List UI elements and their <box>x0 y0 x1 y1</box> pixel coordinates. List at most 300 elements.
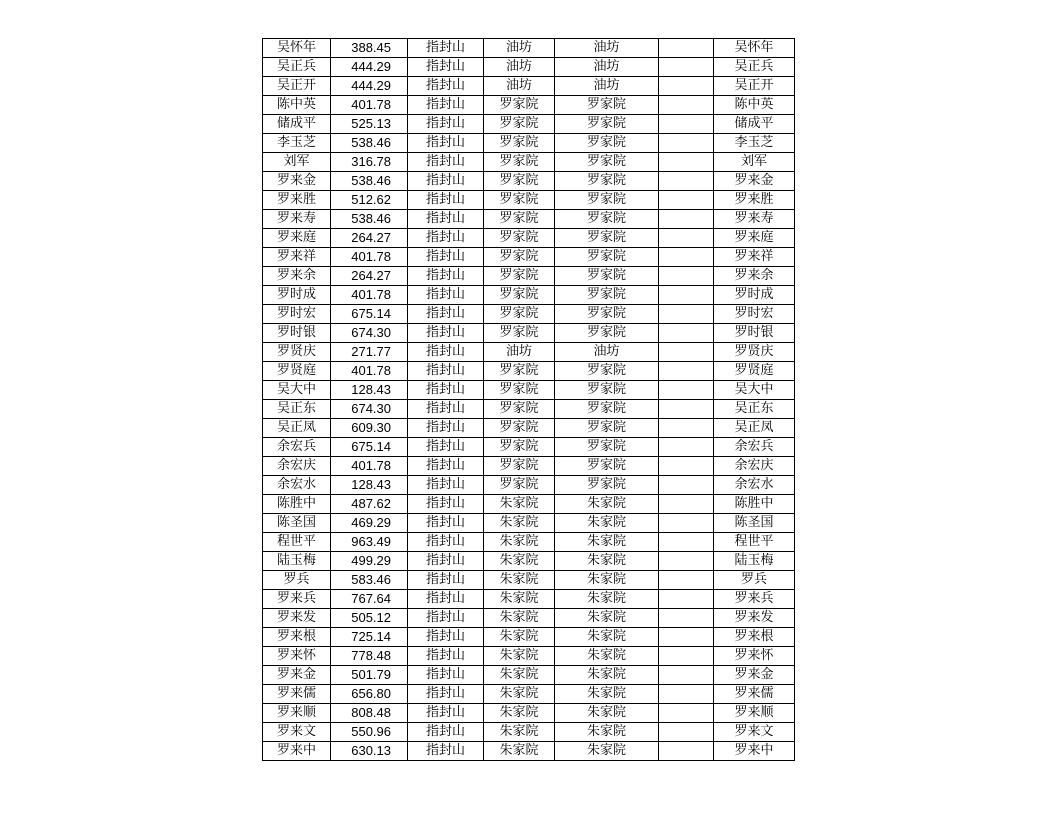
owner-cell: 罗来寿 <box>714 210 795 229</box>
name-cell: 罗来胜 <box>263 191 331 210</box>
name-cell: 罗时宏 <box>263 305 331 324</box>
area-cell: 609.30 <box>331 419 408 438</box>
owner-cell: 罗来祥 <box>714 248 795 267</box>
name-cell: 罗来金 <box>263 666 331 685</box>
group-cell: 罗家院 <box>555 324 659 343</box>
name-cell: 罗来儒 <box>263 685 331 704</box>
area-cell: 444.29 <box>331 77 408 96</box>
owner-cell: 陈中英 <box>714 96 795 115</box>
group-cell: 朱家院 <box>555 495 659 514</box>
group-cell: 朱家院 <box>555 571 659 590</box>
town-cell: 指封山 <box>408 419 484 438</box>
name-cell: 余宏水 <box>263 476 331 495</box>
name-cell: 罗来中 <box>263 742 331 761</box>
name-cell: 罗来庭 <box>263 229 331 248</box>
name-cell: 吴正兵 <box>263 58 331 77</box>
blank-cell <box>659 248 714 267</box>
area-cell: 401.78 <box>331 362 408 381</box>
name-cell: 罗来怀 <box>263 647 331 666</box>
village-cell: 罗家院 <box>484 210 555 229</box>
town-cell: 指封山 <box>408 533 484 552</box>
name-cell: 罗来发 <box>263 609 331 628</box>
blank-cell <box>659 628 714 647</box>
owner-cell: 罗来胜 <box>714 191 795 210</box>
records-table-body <box>263 39 795 761</box>
area-cell: 778.48 <box>331 647 408 666</box>
table-row <box>263 704 795 723</box>
blank-cell <box>659 571 714 590</box>
owner-cell: 余宏兵 <box>714 438 795 457</box>
name-cell: 罗时成 <box>263 286 331 305</box>
table-row <box>263 229 795 248</box>
village-cell: 朱家院 <box>484 552 555 571</box>
village-cell: 罗家院 <box>484 419 555 438</box>
name-cell: 余宏庆 <box>263 457 331 476</box>
village-cell: 油坊 <box>484 343 555 362</box>
owner-cell: 罗来顺 <box>714 704 795 723</box>
name-cell: 刘军 <box>263 153 331 172</box>
table-row <box>263 590 795 609</box>
village-cell: 罗家院 <box>484 457 555 476</box>
group-cell: 油坊 <box>555 343 659 362</box>
area-cell: 512.62 <box>331 191 408 210</box>
village-cell: 罗家院 <box>484 267 555 286</box>
village-cell: 罗家院 <box>484 438 555 457</box>
owner-cell: 余宏庆 <box>714 457 795 476</box>
village-cell: 朱家院 <box>484 742 555 761</box>
table-row <box>263 248 795 267</box>
town-cell: 指封山 <box>408 305 484 324</box>
table-row <box>263 419 795 438</box>
owner-cell: 陆玉梅 <box>714 552 795 571</box>
village-cell: 油坊 <box>484 39 555 58</box>
name-cell: 罗贤庆 <box>263 343 331 362</box>
town-cell: 指封山 <box>408 514 484 533</box>
table-row <box>263 153 795 172</box>
owner-cell: 罗时银 <box>714 324 795 343</box>
blank-cell <box>659 514 714 533</box>
blank-cell <box>659 400 714 419</box>
area-cell: 675.14 <box>331 438 408 457</box>
village-cell: 油坊 <box>484 58 555 77</box>
table-row <box>263 305 795 324</box>
owner-cell: 程世平 <box>714 533 795 552</box>
owner-cell: 罗来庭 <box>714 229 795 248</box>
blank-cell <box>659 267 714 286</box>
blank-cell <box>659 590 714 609</box>
area-cell: 487.62 <box>331 495 408 514</box>
blank-cell <box>659 533 714 552</box>
town-cell: 指封山 <box>408 210 484 229</box>
name-cell: 陈圣国 <box>263 514 331 533</box>
owner-cell: 吴正凤 <box>714 419 795 438</box>
owner-cell: 吴正兵 <box>714 58 795 77</box>
owner-cell: 吴怀年 <box>714 39 795 58</box>
blank-cell <box>659 96 714 115</box>
table-row <box>263 381 795 400</box>
table-row <box>263 39 795 58</box>
area-cell: 401.78 <box>331 248 408 267</box>
town-cell: 指封山 <box>408 96 484 115</box>
group-cell: 罗家院 <box>555 476 659 495</box>
blank-cell <box>659 381 714 400</box>
blank-cell <box>659 552 714 571</box>
table-row <box>263 191 795 210</box>
table-row <box>263 210 795 229</box>
village-cell: 罗家院 <box>484 248 555 267</box>
group-cell: 朱家院 <box>555 552 659 571</box>
town-cell: 指封山 <box>408 457 484 476</box>
blank-cell <box>659 457 714 476</box>
group-cell: 罗家院 <box>555 210 659 229</box>
group-cell: 朱家院 <box>555 514 659 533</box>
name-cell: 吴正开 <box>263 77 331 96</box>
table-row <box>263 609 795 628</box>
blank-cell <box>659 191 714 210</box>
owner-cell: 罗兵 <box>714 571 795 590</box>
group-cell: 罗家院 <box>555 438 659 457</box>
group-cell: 朱家院 <box>555 704 659 723</box>
town-cell: 指封山 <box>408 115 484 134</box>
name-cell: 罗来寿 <box>263 210 331 229</box>
area-cell: 583.46 <box>331 571 408 590</box>
group-cell: 罗家院 <box>555 419 659 438</box>
area-cell: 444.29 <box>331 58 408 77</box>
group-cell: 朱家院 <box>555 723 659 742</box>
town-cell: 指封山 <box>408 229 484 248</box>
group-cell: 罗家院 <box>555 191 659 210</box>
group-cell: 油坊 <box>555 58 659 77</box>
village-cell: 罗家院 <box>484 305 555 324</box>
area-cell: 656.80 <box>331 685 408 704</box>
group-cell: 朱家院 <box>555 666 659 685</box>
owner-cell: 罗来怀 <box>714 647 795 666</box>
area-cell: 675.14 <box>331 305 408 324</box>
group-cell: 油坊 <box>555 77 659 96</box>
blank-cell <box>659 115 714 134</box>
table-row <box>263 77 795 96</box>
town-cell: 指封山 <box>408 267 484 286</box>
owner-cell: 罗来发 <box>714 609 795 628</box>
area-cell: 499.29 <box>331 552 408 571</box>
village-cell: 罗家院 <box>484 381 555 400</box>
blank-cell <box>659 704 714 723</box>
group-cell: 罗家院 <box>555 96 659 115</box>
group-cell: 罗家院 <box>555 362 659 381</box>
name-cell: 程世平 <box>263 533 331 552</box>
town-cell: 指封山 <box>408 571 484 590</box>
area-cell: 271.77 <box>331 343 408 362</box>
table-row <box>263 742 795 761</box>
town-cell: 指封山 <box>408 552 484 571</box>
table-row <box>263 362 795 381</box>
village-cell: 朱家院 <box>484 723 555 742</box>
blank-cell <box>659 153 714 172</box>
group-cell: 罗家院 <box>555 381 659 400</box>
table-row <box>263 571 795 590</box>
area-cell: 538.46 <box>331 134 408 153</box>
name-cell: 罗来文 <box>263 723 331 742</box>
name-cell: 陈胜中 <box>263 495 331 514</box>
group-cell: 罗家院 <box>555 229 659 248</box>
town-cell: 指封山 <box>408 628 484 647</box>
blank-cell <box>659 229 714 248</box>
table-row <box>263 286 795 305</box>
blank-cell <box>659 39 714 58</box>
group-cell: 罗家院 <box>555 286 659 305</box>
area-cell: 630.13 <box>331 742 408 761</box>
area-cell: 525.13 <box>331 115 408 134</box>
owner-cell: 吴正东 <box>714 400 795 419</box>
town-cell: 指封山 <box>408 343 484 362</box>
group-cell: 朱家院 <box>555 609 659 628</box>
name-cell: 吴正东 <box>263 400 331 419</box>
village-cell: 罗家院 <box>484 191 555 210</box>
town-cell: 指封山 <box>408 172 484 191</box>
table-row <box>263 647 795 666</box>
group-cell: 油坊 <box>555 39 659 58</box>
table-row <box>263 685 795 704</box>
village-cell: 朱家院 <box>484 666 555 685</box>
area-cell: 388.45 <box>331 39 408 58</box>
owner-cell: 罗贤庭 <box>714 362 795 381</box>
blank-cell <box>659 172 714 191</box>
blank-cell <box>659 685 714 704</box>
area-cell: 538.46 <box>331 210 408 229</box>
blank-cell <box>659 609 714 628</box>
blank-cell <box>659 286 714 305</box>
owner-cell: 罗来文 <box>714 723 795 742</box>
owner-cell: 罗来余 <box>714 267 795 286</box>
village-cell: 朱家院 <box>484 609 555 628</box>
area-cell: 469.29 <box>331 514 408 533</box>
village-cell: 罗家院 <box>484 476 555 495</box>
town-cell: 指封山 <box>408 742 484 761</box>
village-cell: 罗家院 <box>484 229 555 248</box>
town-cell: 指封山 <box>408 191 484 210</box>
data-sheet <box>262 38 795 761</box>
group-cell: 罗家院 <box>555 248 659 267</box>
name-cell: 吴怀年 <box>263 39 331 58</box>
table-row <box>263 115 795 134</box>
table-row <box>263 400 795 419</box>
name-cell: 余宏兵 <box>263 438 331 457</box>
table-row <box>263 172 795 191</box>
area-cell: 725.14 <box>331 628 408 647</box>
town-cell: 指封山 <box>408 723 484 742</box>
owner-cell: 余宏水 <box>714 476 795 495</box>
table-row <box>263 666 795 685</box>
area-cell: 538.46 <box>331 172 408 191</box>
table-row <box>263 495 795 514</box>
area-cell: 128.43 <box>331 381 408 400</box>
table-row <box>263 58 795 77</box>
town-cell: 指封山 <box>408 590 484 609</box>
name-cell: 陆玉梅 <box>263 552 331 571</box>
table-row <box>263 343 795 362</box>
table-row <box>263 514 795 533</box>
blank-cell <box>659 305 714 324</box>
table-row <box>263 438 795 457</box>
area-cell: 963.49 <box>331 533 408 552</box>
table-row <box>263 457 795 476</box>
name-cell: 罗时银 <box>263 324 331 343</box>
town-cell: 指封山 <box>408 704 484 723</box>
owner-cell: 罗来金 <box>714 172 795 191</box>
area-cell: 401.78 <box>331 457 408 476</box>
village-cell: 罗家院 <box>484 400 555 419</box>
owner-cell: 罗来儒 <box>714 685 795 704</box>
town-cell: 指封山 <box>408 58 484 77</box>
area-cell: 674.30 <box>331 400 408 419</box>
name-cell: 罗来兵 <box>263 590 331 609</box>
table-row <box>263 533 795 552</box>
owner-cell: 罗来中 <box>714 742 795 761</box>
table-row <box>263 324 795 343</box>
area-cell: 767.64 <box>331 590 408 609</box>
name-cell: 罗来根 <box>263 628 331 647</box>
town-cell: 指封山 <box>408 609 484 628</box>
village-cell: 罗家院 <box>484 286 555 305</box>
town-cell: 指封山 <box>408 647 484 666</box>
group-cell: 朱家院 <box>555 685 659 704</box>
blank-cell <box>659 647 714 666</box>
town-cell: 指封山 <box>408 400 484 419</box>
owner-cell: 储成平 <box>714 115 795 134</box>
table-row <box>263 134 795 153</box>
group-cell: 罗家院 <box>555 400 659 419</box>
blank-cell <box>659 723 714 742</box>
table-row <box>263 552 795 571</box>
name-cell: 罗兵 <box>263 571 331 590</box>
name-cell: 罗来余 <box>263 267 331 286</box>
village-cell: 朱家院 <box>484 571 555 590</box>
area-cell: 505.12 <box>331 609 408 628</box>
area-cell: 550.96 <box>331 723 408 742</box>
name-cell: 陈中英 <box>263 96 331 115</box>
group-cell: 罗家院 <box>555 172 659 191</box>
village-cell: 罗家院 <box>484 134 555 153</box>
village-cell: 罗家院 <box>484 153 555 172</box>
area-cell: 808.48 <box>331 704 408 723</box>
owner-cell: 陈胜中 <box>714 495 795 514</box>
group-cell: 罗家院 <box>555 134 659 153</box>
owner-cell: 陈圣国 <box>714 514 795 533</box>
table-row <box>263 96 795 115</box>
blank-cell <box>659 58 714 77</box>
records-table <box>262 38 795 761</box>
blank-cell <box>659 134 714 153</box>
name-cell: 罗来祥 <box>263 248 331 267</box>
blank-cell <box>659 419 714 438</box>
table-row <box>263 723 795 742</box>
blank-cell <box>659 495 714 514</box>
table-row <box>263 267 795 286</box>
owner-cell: 罗时宏 <box>714 305 795 324</box>
owner-cell: 吴正开 <box>714 77 795 96</box>
town-cell: 指封山 <box>408 666 484 685</box>
owner-cell: 李玉芝 <box>714 134 795 153</box>
town-cell: 指封山 <box>408 381 484 400</box>
blank-cell <box>659 476 714 495</box>
group-cell: 朱家院 <box>555 628 659 647</box>
group-cell: 朱家院 <box>555 590 659 609</box>
area-cell: 401.78 <box>331 96 408 115</box>
village-cell: 罗家院 <box>484 362 555 381</box>
name-cell: 罗来顺 <box>263 704 331 723</box>
town-cell: 指封山 <box>408 248 484 267</box>
owner-cell: 刘军 <box>714 153 795 172</box>
group-cell: 罗家院 <box>555 115 659 134</box>
village-cell: 罗家院 <box>484 172 555 191</box>
table-row <box>263 628 795 647</box>
area-cell: 316.78 <box>331 153 408 172</box>
town-cell: 指封山 <box>408 362 484 381</box>
blank-cell <box>659 210 714 229</box>
group-cell: 罗家院 <box>555 457 659 476</box>
owner-cell: 吴大中 <box>714 381 795 400</box>
town-cell: 指封山 <box>408 495 484 514</box>
area-cell: 674.30 <box>331 324 408 343</box>
owner-cell: 罗时成 <box>714 286 795 305</box>
owner-cell: 罗来金 <box>714 666 795 685</box>
village-cell: 罗家院 <box>484 96 555 115</box>
blank-cell <box>659 362 714 381</box>
village-cell: 朱家院 <box>484 514 555 533</box>
area-cell: 401.78 <box>331 286 408 305</box>
group-cell: 罗家院 <box>555 305 659 324</box>
area-cell: 128.43 <box>331 476 408 495</box>
name-cell: 吴正凤 <box>263 419 331 438</box>
name-cell: 储成平 <box>263 115 331 134</box>
name-cell: 罗来金 <box>263 172 331 191</box>
town-cell: 指封山 <box>408 77 484 96</box>
name-cell: 吴大中 <box>263 381 331 400</box>
town-cell: 指封山 <box>408 39 484 58</box>
town-cell: 指封山 <box>408 286 484 305</box>
owner-cell: 罗来根 <box>714 628 795 647</box>
group-cell: 朱家院 <box>555 647 659 666</box>
blank-cell <box>659 324 714 343</box>
village-cell: 朱家院 <box>484 628 555 647</box>
blank-cell <box>659 77 714 96</box>
area-cell: 264.27 <box>331 267 408 286</box>
village-cell: 朱家院 <box>484 495 555 514</box>
blank-cell <box>659 666 714 685</box>
area-cell: 264.27 <box>331 229 408 248</box>
village-cell: 朱家院 <box>484 704 555 723</box>
village-cell: 罗家院 <box>484 115 555 134</box>
village-cell: 朱家院 <box>484 647 555 666</box>
town-cell: 指封山 <box>408 324 484 343</box>
group-cell: 罗家院 <box>555 153 659 172</box>
town-cell: 指封山 <box>408 438 484 457</box>
owner-cell: 罗贤庆 <box>714 343 795 362</box>
blank-cell <box>659 742 714 761</box>
village-cell: 罗家院 <box>484 324 555 343</box>
group-cell: 罗家院 <box>555 267 659 286</box>
blank-cell <box>659 438 714 457</box>
group-cell: 朱家院 <box>555 742 659 761</box>
group-cell: 朱家院 <box>555 533 659 552</box>
town-cell: 指封山 <box>408 685 484 704</box>
blank-cell <box>659 343 714 362</box>
town-cell: 指封山 <box>408 153 484 172</box>
owner-cell: 罗来兵 <box>714 590 795 609</box>
village-cell: 朱家院 <box>484 590 555 609</box>
village-cell: 油坊 <box>484 77 555 96</box>
village-cell: 朱家院 <box>484 685 555 704</box>
